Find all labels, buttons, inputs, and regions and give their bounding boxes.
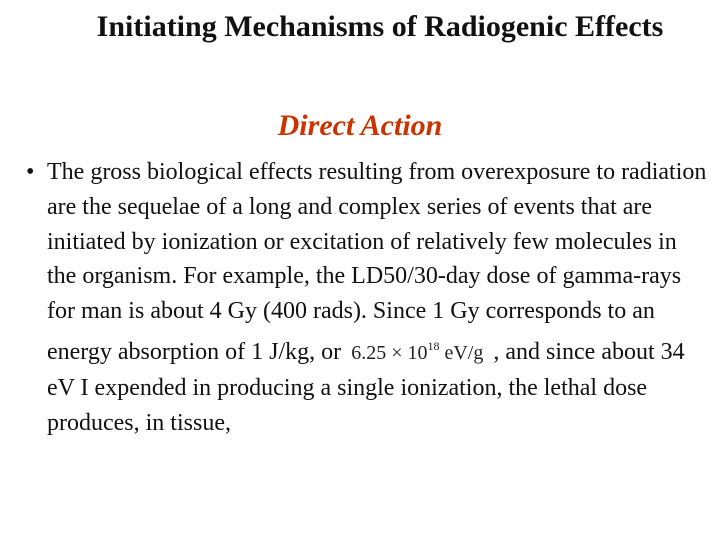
- slide-subtitle: Direct Action: [277, 109, 443, 142]
- formula-unit: eV/g: [439, 341, 484, 364]
- energy-formula: [347, 329, 487, 371]
- slide-title: Initiating Mechanisms of Radiogenic Effects: [96, 10, 664, 43]
- bullet-text-after: , and since about 34 eV I expended in producing a single ionization, the lethal dose produces, in tissue,: [47, 338, 685, 436]
- bullet-marker: •: [26, 159, 35, 185]
- formula-mantissa: 6.25 × 10: [351, 341, 428, 364]
- formula-exponent: 18: [427, 338, 440, 353]
- bullet-text-before: The gross biological effects resulting from overexposure to radiation are the sequelae of a long and complex series of events that are initiated by ionization or excitation of relatively few molecules in the organism. For example, the LD50/30-day dose of gamma-rays for man is about 4 Gy (400 rads). Since 1 Gy corresponds to an energy absorption of 1 J/kg, or: [47, 159, 707, 365]
- bullet-paragraph: [47, 155, 707, 440]
